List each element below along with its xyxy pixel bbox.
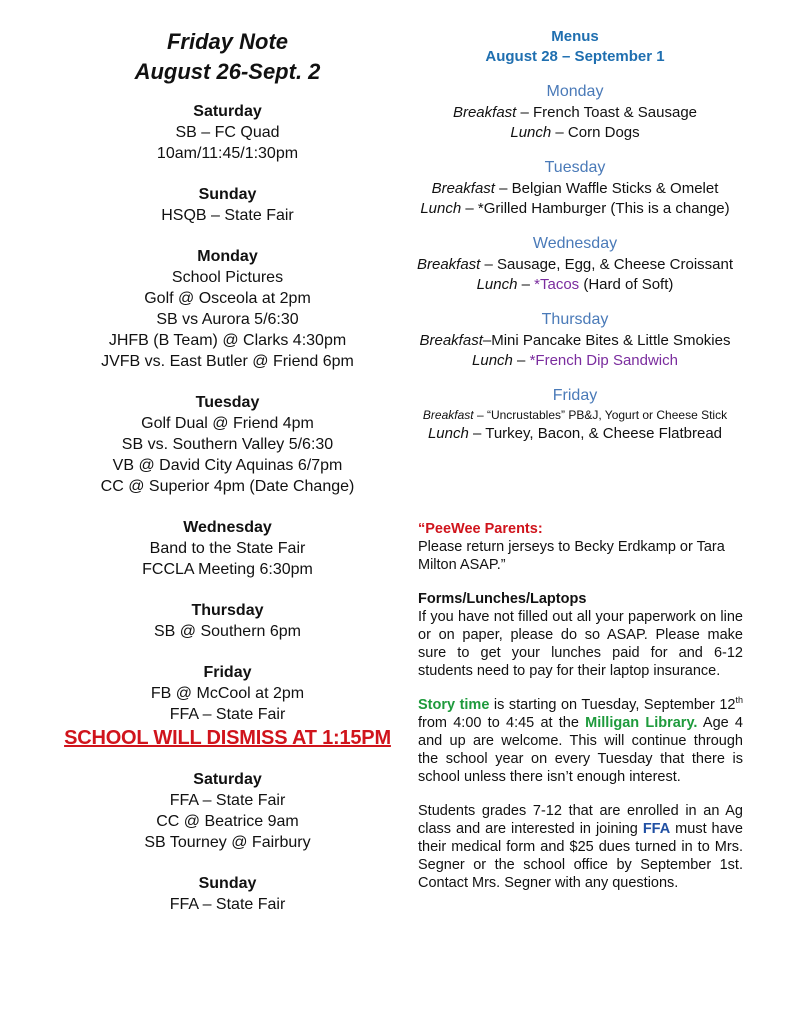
schedule-item: Band to the State Fair	[149, 540, 306, 557]
schedule-item: SB – FC Quad	[175, 124, 280, 141]
lunch-label: Lunch	[427, 425, 469, 442]
day-heading: Friday	[203, 664, 252, 681]
schedule-item: JHFB (B Team) @ Clarks 4:30pm	[108, 332, 347, 349]
lunch-item: – *Grilled Hamburger (This is a change)	[461, 200, 730, 217]
schedule-item: FFA – State Fair	[169, 706, 286, 723]
schedule-day-sunday	[55, 184, 400, 226]
story-text-3: Age 4 and up are welcome. This will continue through the school year on every Tuesday that there is school unless there isn’t enough interest.	[418, 715, 743, 785]
schedule-item: VB @ David City Aquinas 6/7pm	[112, 457, 343, 474]
schedule-item: HSQB – State Fair	[161, 207, 294, 224]
schedule-item: School Pictures	[171, 269, 284, 286]
day-heading: Saturday	[193, 103, 262, 120]
peewee-body: Please return jerseys to Becky Erdkamp or Tara Milton ASAP.”	[418, 539, 725, 573]
story-text-1: is starting on Tuesday, September 12	[489, 697, 736, 713]
lunch-item-highlight: *Tacos	[534, 276, 580, 293]
schedule-day-monday	[55, 246, 400, 372]
ffa-text-1: Students grades 7-12 that are enrolled in an Ag class and are interested in joining	[418, 803, 743, 837]
title-block	[55, 27, 400, 87]
breakfast-label: Breakfast	[422, 408, 474, 422]
lunch-line	[405, 123, 745, 143]
menu-day-heading: Wednesday	[532, 235, 618, 252]
lunch-item-highlight: *French Dip Sandwich	[529, 352, 678, 369]
lunch-dash: –	[512, 352, 530, 369]
forms-heading: Forms/Lunches/Laptops	[418, 591, 587, 607]
schedule-day-thursday	[55, 600, 400, 642]
breakfast-item: – Sausage, Egg, & Cheese Croissant	[480, 256, 734, 273]
schedule-item: FFA – State Fair	[169, 896, 286, 913]
lunch-line	[405, 351, 745, 371]
forms-announcement	[418, 590, 743, 680]
day-heading: Sunday	[198, 186, 257, 203]
story-time-highlight: Story time	[418, 697, 490, 713]
menu-monday	[405, 81, 745, 143]
breakfast-label: Breakfast	[452, 104, 517, 121]
schedule-item: SB vs. Southern Valley 5/6:30	[121, 436, 334, 453]
schedule-item: FFA – State Fair	[169, 792, 286, 809]
forms-body: If you have not filled out all your paperwork on line or on paper, please do so ASAP. Please make sure to get your lunches paid for and 6-12 students need to pay for their laptop insurance.	[418, 609, 743, 679]
day-heading: Tuesday	[195, 394, 260, 411]
schedule-item: Golf Dual @ Friend 4pm	[141, 415, 314, 432]
ffa-highlight: FFA	[642, 821, 671, 837]
peewee-open-quote: “	[418, 521, 426, 537]
lunch-label: Lunch	[510, 124, 552, 141]
peewee-announcement	[418, 520, 743, 574]
breakfast-line	[405, 179, 745, 199]
lunch-item-rest: (Hard of Soft)	[579, 276, 674, 293]
schedule-item: SB @ Southern 6pm	[154, 623, 301, 640]
menus-title: Menus	[551, 28, 599, 45]
lunch-line	[405, 275, 745, 295]
lunch-label: Lunch	[476, 276, 518, 293]
announcements	[418, 520, 743, 908]
lunch-dash: –	[517, 276, 535, 293]
schedule-item: CC @ Beatrice 9am	[156, 813, 299, 830]
ffa-announcement	[418, 802, 743, 892]
schedule-item: SB Tourney @ Fairbury	[144, 834, 311, 851]
breakfast-line	[405, 255, 745, 275]
schedule-item: CC @ Superior 4pm (Date Change)	[100, 478, 355, 495]
schedule-day-friday	[55, 662, 400, 725]
schedule-item: Golf @ Osceola at 2pm	[144, 290, 311, 307]
breakfast-label: Breakfast	[419, 332, 483, 349]
menus-date-range: August 28 – September 1	[485, 48, 665, 65]
schedule-item: FCCLA Meeting 6:30pm	[142, 561, 313, 578]
schedule-day-tuesday	[55, 392, 400, 497]
day-heading: Sunday	[198, 875, 257, 892]
breakfast-line	[405, 103, 745, 123]
story-text-2: from 4:00 to 4:45 at the	[418, 715, 586, 731]
schedule-item: JVFB vs. East Butler @ Friend 6pm	[101, 353, 354, 370]
day-heading: Wednesday	[183, 519, 272, 536]
schedule-column	[55, 27, 400, 935]
breakfast-item: – “Uncrustables” PB&J, Yogurt or Cheese Stick	[473, 408, 728, 422]
schedule-item: SB vs Aurora 5/6:30	[156, 311, 299, 328]
menu-tuesday	[405, 157, 745, 219]
ffa-text-2: must have their medical form and $25 dues turned in to Mrs. Segner or the school office by September 1st. Contact Mrs. Segner with any questions.	[418, 821, 743, 891]
lunch-line	[405, 424, 745, 444]
breakfast-line	[405, 331, 745, 351]
schedule-day-saturday	[55, 101, 400, 164]
schedule-day-sunday-2	[55, 873, 400, 915]
menu-friday	[405, 385, 745, 444]
breakfast-item: –Mini Pancake Bites & Little Smokies	[482, 332, 731, 349]
menu-day-heading: Friday	[552, 387, 598, 404]
menus-column	[405, 27, 745, 444]
breakfast-line	[405, 407, 745, 424]
dismissal-notice: SCHOOL WILL DISMISS AT 1:15PM	[64, 727, 391, 749]
library-name: Milligan Library.	[585, 715, 698, 731]
lunch-label: Lunch	[420, 200, 462, 217]
menu-day-heading: Thursday	[541, 311, 609, 328]
lunch-item: – Corn Dogs	[551, 124, 640, 141]
lunch-item: – Turkey, Bacon, & Cheese Flatbread	[468, 425, 723, 442]
breakfast-item: – French Toast & Sausage	[516, 104, 698, 121]
day-heading: Saturday	[193, 771, 262, 788]
story-sup: th	[735, 695, 743, 706]
schedule-item: FB @ McCool at 2pm	[150, 685, 305, 702]
breakfast-label: Breakfast	[416, 256, 481, 273]
peewee-heading: PeeWee Parents:	[425, 521, 543, 537]
lunch-line	[405, 199, 745, 219]
menu-thursday	[405, 309, 745, 371]
breakfast-label: Breakfast	[431, 180, 495, 197]
breakfast-item: – Belgian Waffle Sticks & Omelet	[494, 180, 719, 197]
page-date-range: August 26-Sept. 2	[134, 59, 321, 84]
page-title: Friday Note	[166, 29, 289, 54]
day-heading: Monday	[197, 248, 258, 265]
lunch-label: Lunch	[472, 352, 513, 369]
menu-day-heading: Tuesday	[544, 159, 606, 176]
schedule-day-saturday-2	[55, 769, 400, 853]
menu-wednesday	[405, 233, 745, 295]
day-heading: Thursday	[191, 602, 264, 619]
schedule-item: 10am/11:45/1:30pm	[156, 145, 299, 162]
story-time-announcement	[418, 696, 743, 786]
menu-day-heading: Monday	[546, 83, 604, 100]
schedule-day-wednesday	[55, 517, 400, 580]
